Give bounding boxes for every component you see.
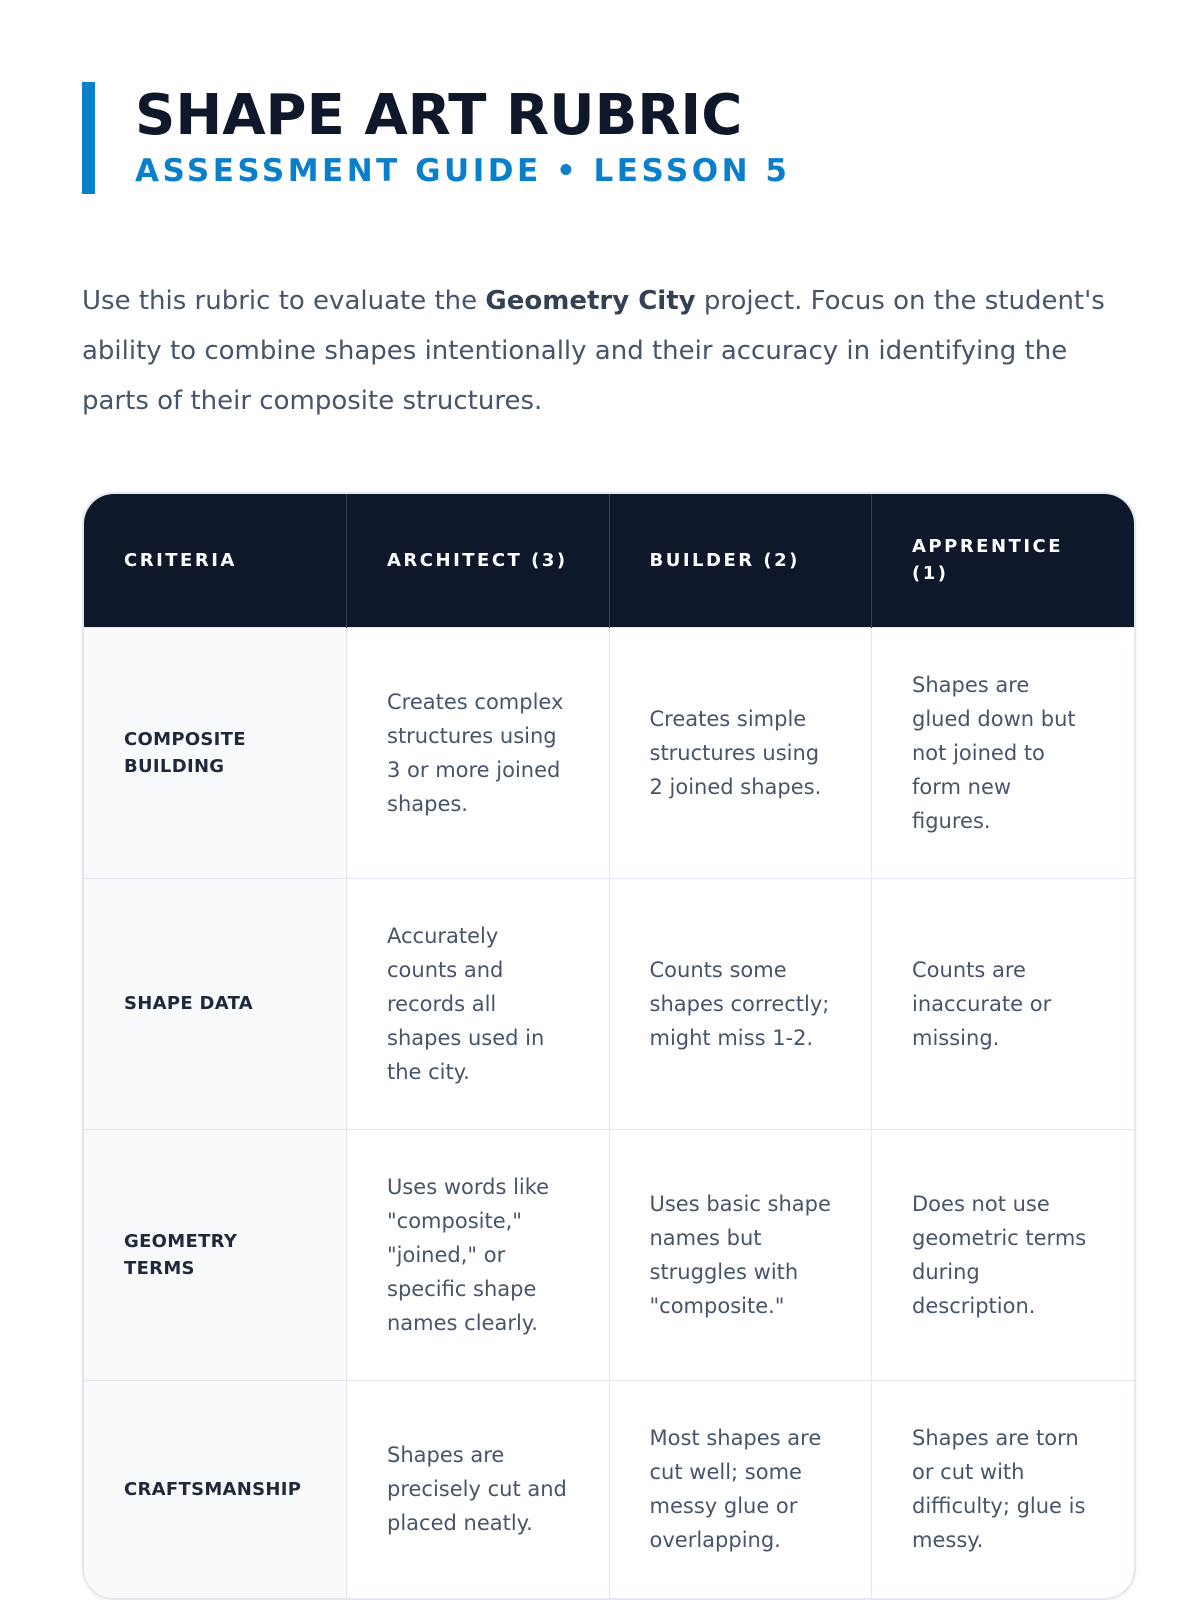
criteria-cell: COMPOSITE BUILDING <box>84 627 347 878</box>
page-header <box>82 82 790 194</box>
criteria-cell: GEOMETRY TERMS <box>84 1129 347 1380</box>
apprentice-cell: Shapes are torn or cut with difficulty; glue is messy. <box>872 1380 1135 1598</box>
rubric-header-row <box>84 494 1134 627</box>
table-row <box>84 1129 1134 1380</box>
intro-text-end: project. Focus on the student's ability to combine shapes intentionally and their accuracy in identifying the parts of their composite structures. <box>82 286 1105 416</box>
architect-cell: Accurately counts and records all shapes used in the city. <box>347 878 610 1129</box>
header-apprentice: APPRENTICE (1) <box>872 494 1135 627</box>
rubric-table-container <box>82 492 1136 1600</box>
apprentice-cell: Shapes are glued down but not joined to form new figures. <box>872 627 1135 878</box>
builder-cell: Counts some shapes correctly; might miss 1-2. <box>609 878 872 1129</box>
intro-paragraph <box>82 276 1132 426</box>
apprentice-cell: Counts are inaccurate or missing. <box>872 878 1135 1129</box>
page-title: SHAPE ART RUBRIC <box>135 83 743 148</box>
criteria-cell: CRAFTSMANSHIP <box>84 1380 347 1598</box>
architect-cell: Uses words like "composite," "joined," or specific shape names clearly. <box>347 1129 610 1380</box>
architect-cell: Shapes are precisely cut and placed neatly. <box>347 1380 610 1598</box>
header-criteria: CRITERIA <box>84 494 347 627</box>
architect-cell: Creates complex structures using 3 or more joined shapes. <box>347 627 610 878</box>
header-architect: ARCHITECT (3) <box>347 494 610 627</box>
criteria-cell: SHAPE DATA <box>84 878 347 1129</box>
table-row <box>84 1380 1134 1598</box>
table-row <box>84 878 1134 1129</box>
intro-text-start: Use this rubric to evaluate the <box>82 286 486 316</box>
builder-cell: Creates simple structures using 2 joined shapes. <box>609 627 872 878</box>
table-row <box>84 627 1134 878</box>
header-builder: BUILDER (2) <box>609 494 872 627</box>
apprentice-cell: Does not use geometric terms during description. <box>872 1129 1135 1380</box>
rubric-table <box>84 494 1134 1598</box>
builder-cell: Most shapes are cut well; some messy glue or overlapping. <box>609 1380 872 1598</box>
builder-cell: Uses basic shape names but struggles with "composite." <box>609 1129 872 1380</box>
page-subtitle: ASSESSMENT GUIDE • LESSON 5 <box>135 153 791 189</box>
project-name: Geometry City <box>485 286 696 316</box>
